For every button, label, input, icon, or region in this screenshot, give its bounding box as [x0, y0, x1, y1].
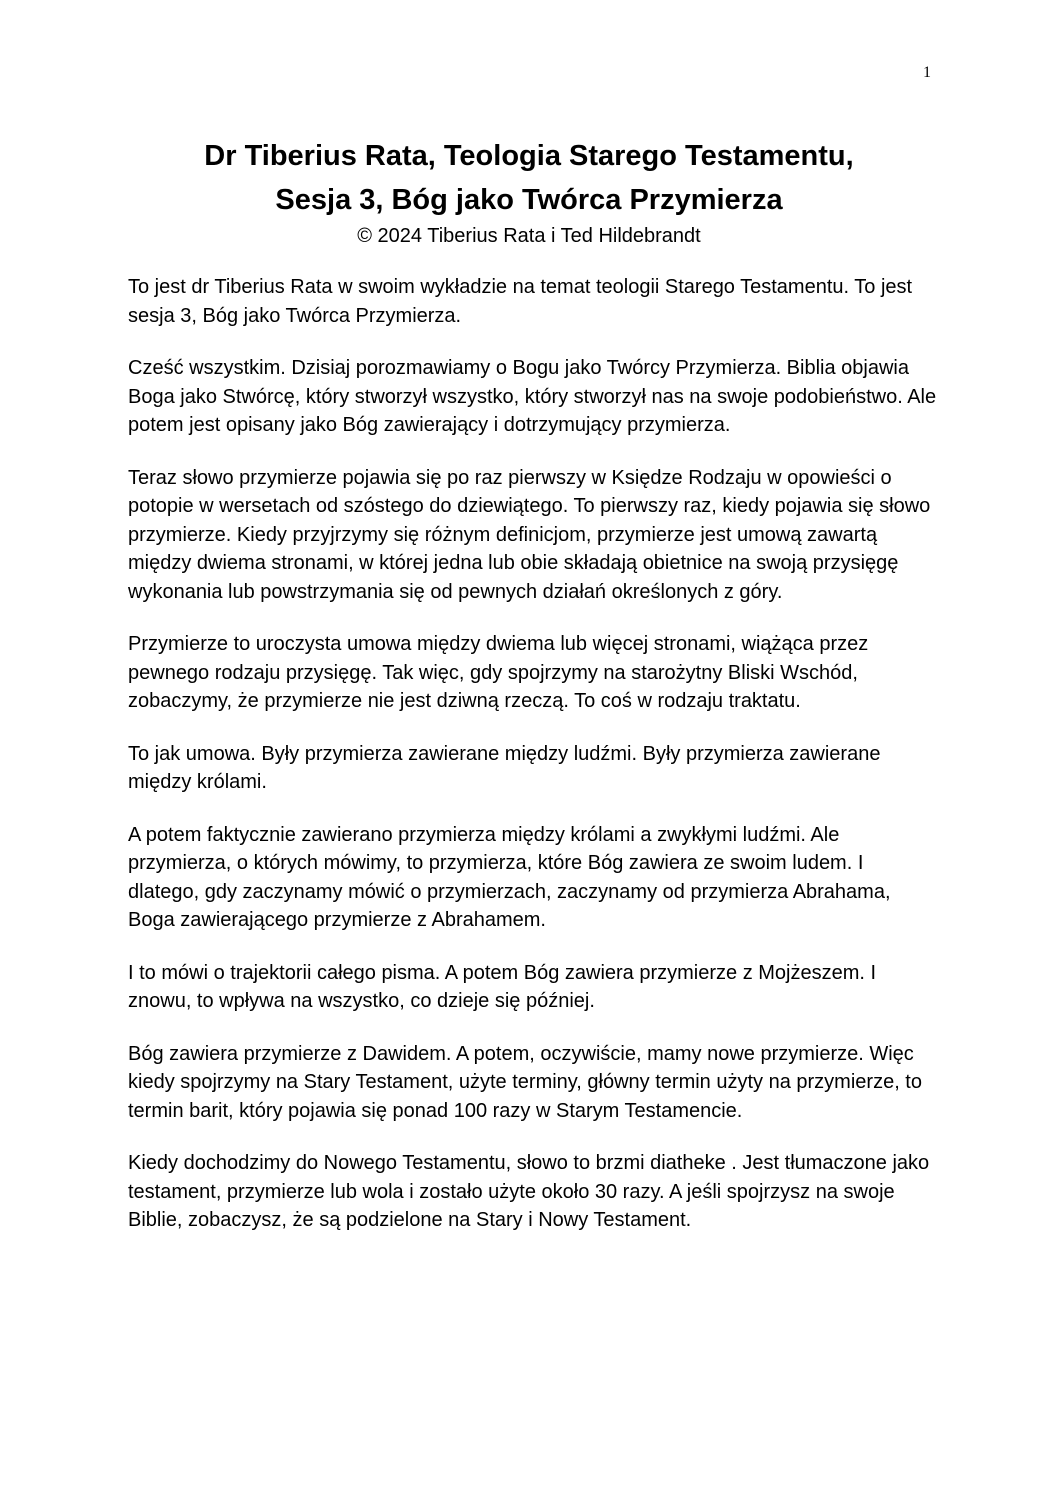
document-title	[100, 134, 958, 222]
paragraph: To jest dr Tiberius Rata w swoim wykładzie na temat teologii Starego Testamentu. To jest sesja 3, Bóg jako Twórca Przymierza.	[128, 276, 913, 327]
paragraph: To jak umowa. Były przymierza zawierane między ludźmi. Były przymierza zawierane między królami.	[128, 742, 881, 793]
paragraph: Kiedy dochodzimy do Nowego Testamentu, słowo to brzmi diatheke . Jest tłumaczone jako testament, przymierze lub wola i zostało użyte około 30 razy. A jeśli spojrzysz na swoje Biblie, zobaczysz, że są podzielone na Stary i Nowy Testament.	[128, 1152, 930, 1231]
document-header	[100, 134, 958, 249]
paragraph: A potem faktycznie zawierano przymierza między królami a zwykłymi ludźmi. Ale przymierza, o których mówimy, to przymierza, które Bóg zawiera ze swoim ludem. I dlatego, gdy zaczynamy mówić o przymierzach, zaczynamy od przymierza Abrahama, Boga zawierającego przymierze z Abrahamem.	[128, 823, 891, 931]
copyright-notice: © 2024 Tiberius Rata i Ted Hildebrandt	[357, 225, 701, 247]
paragraph: Teraz słowo przymierze pojawia się po raz pierwszy w Księdze Rodzaju w opowieści o potopie w wersetach od szóstego do dziewiątego. To pierwszy raz, kiedy pojawia się słowo przymierze. Kiedy przyjrzymy się różnym definicjom, przymierze jest umową zawartą między dwiema stronami, w której jedna lub obie składają obietnice na swoją przysięgę wykonania lub powstrzymania się od pewnych działań określonych z góry.	[128, 466, 931, 603]
page-number: 1	[923, 64, 931, 81]
paragraph: Cześć wszystkim. Dzisiaj porozmawiamy o Bogu jako Twórcy Przymierza. Biblia objawia Boga jako Stwórcę, który stworzył wszystko, który stworzył nas na swoje podobieństwo. Ale potem jest opisany jako Bóg zawierający i dotrzymujący przymierza.	[128, 357, 937, 436]
paragraph: Bóg zawiera przymierze z Dawidem. A potem, oczywiście, mamy nowe przymierze. Więc kiedy spojrzymy na Stary Testament, użyte terminy, główny termin użyty na przymierze, to termin barit, który pojawia się ponad 100 razy w Starym Testamencie.	[128, 1042, 922, 1122]
paragraph: Przymierze to uroczysta umowa między dwiema lub więcej stronami, wiążąca przez pewnego rodzaju przysięgę. Tak więc, gdy spojrzymy na starożytny Bliski Wschód, zobaczymy, że przymierze nie jest dziwną rzeczą. To coś w rodzaju traktatu.	[128, 633, 869, 712]
paragraph: I to mówi o trajektorii całego pisma. A potem Bóg zawiera przymierze z Mojżeszem. I znowu, to wpływa na wszystko, co dzieje się później.	[128, 961, 877, 1012]
document-body	[128, 273, 938, 1259]
title-line-1: Dr Tiberius Rata, Teologia Starego Testamentu,	[204, 140, 854, 172]
title-line-2: Sesja 3, Bóg jako Twórca Przymierza	[275, 184, 783, 216]
